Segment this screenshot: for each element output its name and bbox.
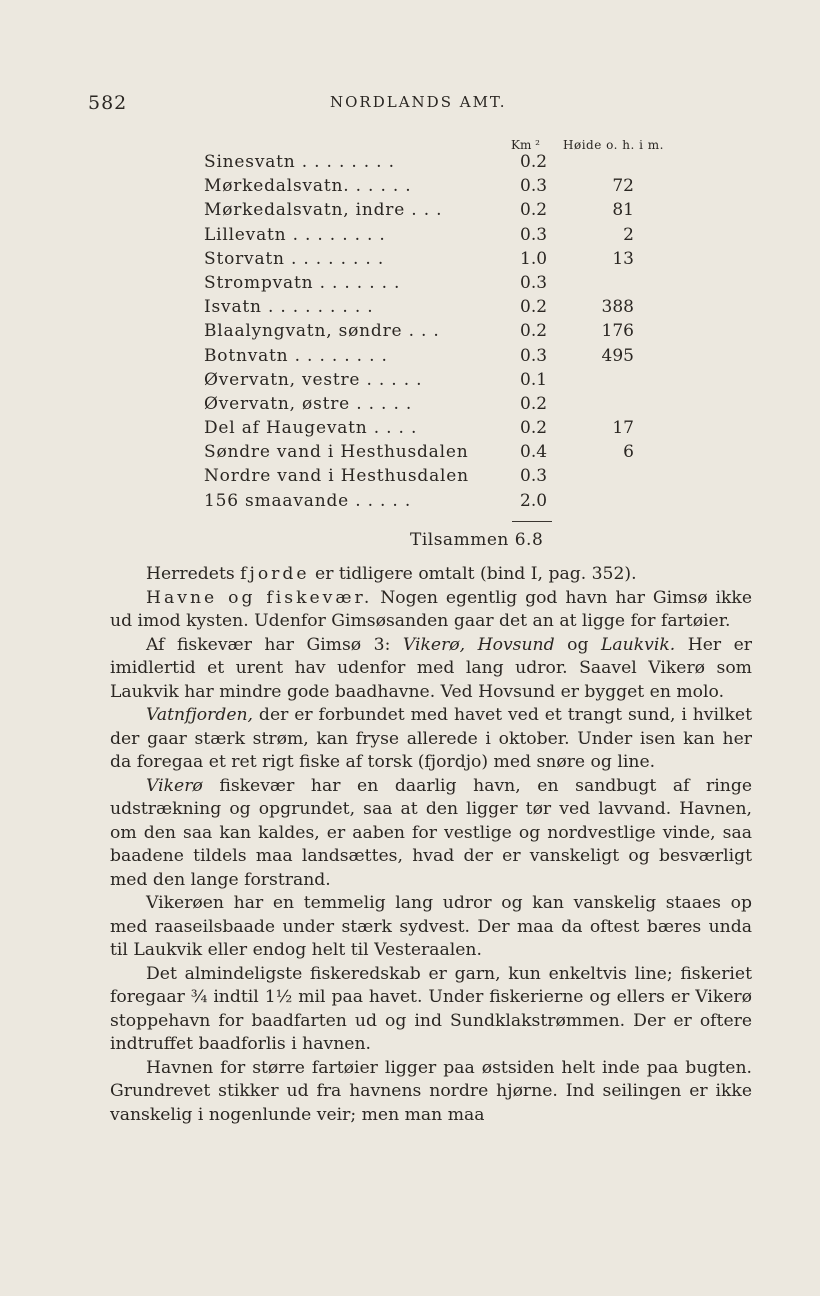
lake-height: 13 <box>612 248 634 269</box>
lake-name: Øvervatn, østre . . . . . <box>204 393 413 414</box>
lake-name: Blaalyngvatn, søndre . . . <box>204 321 440 342</box>
paragraph: Vikerøen har en temmelig lang udror og kan vanskelig staaes op med raaseilsbaade under stærk sydvest. Der maa da oftest bæres unda til Laukvik eller endog helt til Vesteraalen. <box>110 893 752 960</box>
total-value: 6.8 <box>514 530 544 550</box>
lake-name: Botnvatn . . . . . . . . <box>204 345 388 366</box>
lake-area: 0.2 <box>520 393 548 414</box>
lake-name: Søndre vand i Hesthusdalen <box>204 442 469 463</box>
lake-height: 2 <box>623 224 634 245</box>
paragraph: Vikerø fiskevær har en daarlig havn, en sandbugt af ringe udstrækning og opgrundet, saa at den ligger tør ved lavvand. Havnen, om den saa kan kaldes, er aaben for vestlige og nordvestlige vinde, saa baadene tildels maa landsættes, hvad der er vanskeligt og besværligt med den lange forstrand. <box>110 775 752 890</box>
lake-name: Nordre vand i Hesthusdalen <box>204 466 469 487</box>
lake-name: Lillevatn . . . . . . . . <box>204 224 386 245</box>
paragraph: Af fiskevær har Gimsø 3: Vikerø, Hovsund og Laukvik. Her er imidlertid et urent hav udenfor med lang udror. Saavel Vikerø som Laukvik har mindre gode baadhavne. Ved Hovsund er bygget en molo. <box>110 634 752 702</box>
lake-area: 0.1 <box>520 369 548 390</box>
body-text <box>110 563 752 1127</box>
lake-area: 0.4 <box>520 442 548 463</box>
total-label: Tilsammen <box>410 530 509 550</box>
lake-height: 495 <box>601 345 634 366</box>
lake-name: Øvervatn, vestre . . . . . <box>204 369 423 390</box>
table-row <box>204 271 664 295</box>
lake-name: Mørkedalsvatn. . . . . . <box>204 176 412 197</box>
lake-area: 0.3 <box>520 224 548 245</box>
lake-area: 0.3 <box>520 272 548 293</box>
table-row <box>204 464 664 488</box>
table-row <box>204 440 664 464</box>
table-row <box>204 198 664 222</box>
lake-height: 388 <box>601 297 634 318</box>
table-row <box>204 392 664 416</box>
lake-area: 0.2 <box>520 418 548 439</box>
lake-height: 6 <box>623 442 634 463</box>
running-title: NORDLANDS AMT. <box>330 93 507 111</box>
lake-name: Mørkedalsvatn, indre . . . <box>204 200 443 221</box>
table-row <box>204 344 664 368</box>
table-row <box>204 150 664 174</box>
lake-area: 0.3 <box>520 466 548 487</box>
paragraph: Havne og fiskevær. Nogen egentlig god havn har Gimsø ikke ud imod kysten. Udenfor Gimsøsanden gaar det an at ligge for fartøier. <box>110 587 752 631</box>
lake-area: 0.3 <box>520 176 548 197</box>
lake-area: 1.0 <box>520 248 548 269</box>
lake-height: 72 <box>612 176 634 197</box>
lake-area: 0.2 <box>520 200 548 221</box>
column-header-height: Høide o. h. i m. <box>563 138 664 152</box>
lake-area: 2.0 <box>520 490 548 511</box>
lake-area: 0.2 <box>520 297 548 318</box>
lake-name: 156 smaavande . . . . . <box>204 490 412 511</box>
lake-height: 17 <box>612 418 634 439</box>
lake-name: Strompvatn . . . . . . . <box>204 272 401 293</box>
column-header-area: Km ² <box>511 138 540 152</box>
table-row <box>204 295 664 319</box>
table-row <box>204 416 664 440</box>
table-row <box>204 247 664 271</box>
paragraph: Herredets fjorde er tidligere omtalt (bind I, pag. 352). <box>146 564 637 584</box>
lake-height: 81 <box>612 200 634 221</box>
paragraph: Vatnfjorden, der er forbundet med havet ved et trangt sund, i hvilket der gaar stærk strøm, kan fryse allerede i oktober. Under isen kan her da foregaa et ret rigt fiske af torsk (fjordjo) med snøre og line. <box>110 705 752 772</box>
lake-name: Isvatn . . . . . . . . . <box>204 297 374 318</box>
lake-height: 176 <box>601 321 634 342</box>
lake-name: Storvatn . . . . . . . . <box>204 248 385 269</box>
page-number: 582 <box>88 92 128 114</box>
paragraph: Havnen for større fartøier ligger paa østsiden helt inde paa bugten. Grundrevet stikker ud fra havnens nordre hjørne. Ind seilingen er ikke vanskelig i nogenlunde veir; men man maa <box>110 1057 752 1125</box>
table-row <box>204 223 664 247</box>
total-row <box>410 530 543 550</box>
table-row <box>204 319 664 343</box>
table-row <box>204 174 664 198</box>
paragraph: Det almindeligste fiskeredskab er garn, kun enkeltvis line; fiskeriet foregaar ¾ indtil 1½ mil paa havet. Under fiskerierne og ellers er Vikerø stoppehavn for baadfarten ud og ind Sundklakstrømmen. Der er oftere indtruffet baadforlis i havnen. <box>110 963 752 1054</box>
sum-rule <box>512 521 552 522</box>
table-row <box>204 489 664 513</box>
lake-area: 0.2 <box>520 321 548 342</box>
lake-name: Del af Haugevatn . . . . <box>204 418 418 439</box>
lake-area: 0.2 <box>520 152 548 172</box>
lake-name: Sinesvatn . . . . . . . . <box>204 152 395 172</box>
table-row <box>204 368 664 392</box>
lake-table <box>204 150 664 513</box>
lake-area: 0.3 <box>520 345 548 366</box>
